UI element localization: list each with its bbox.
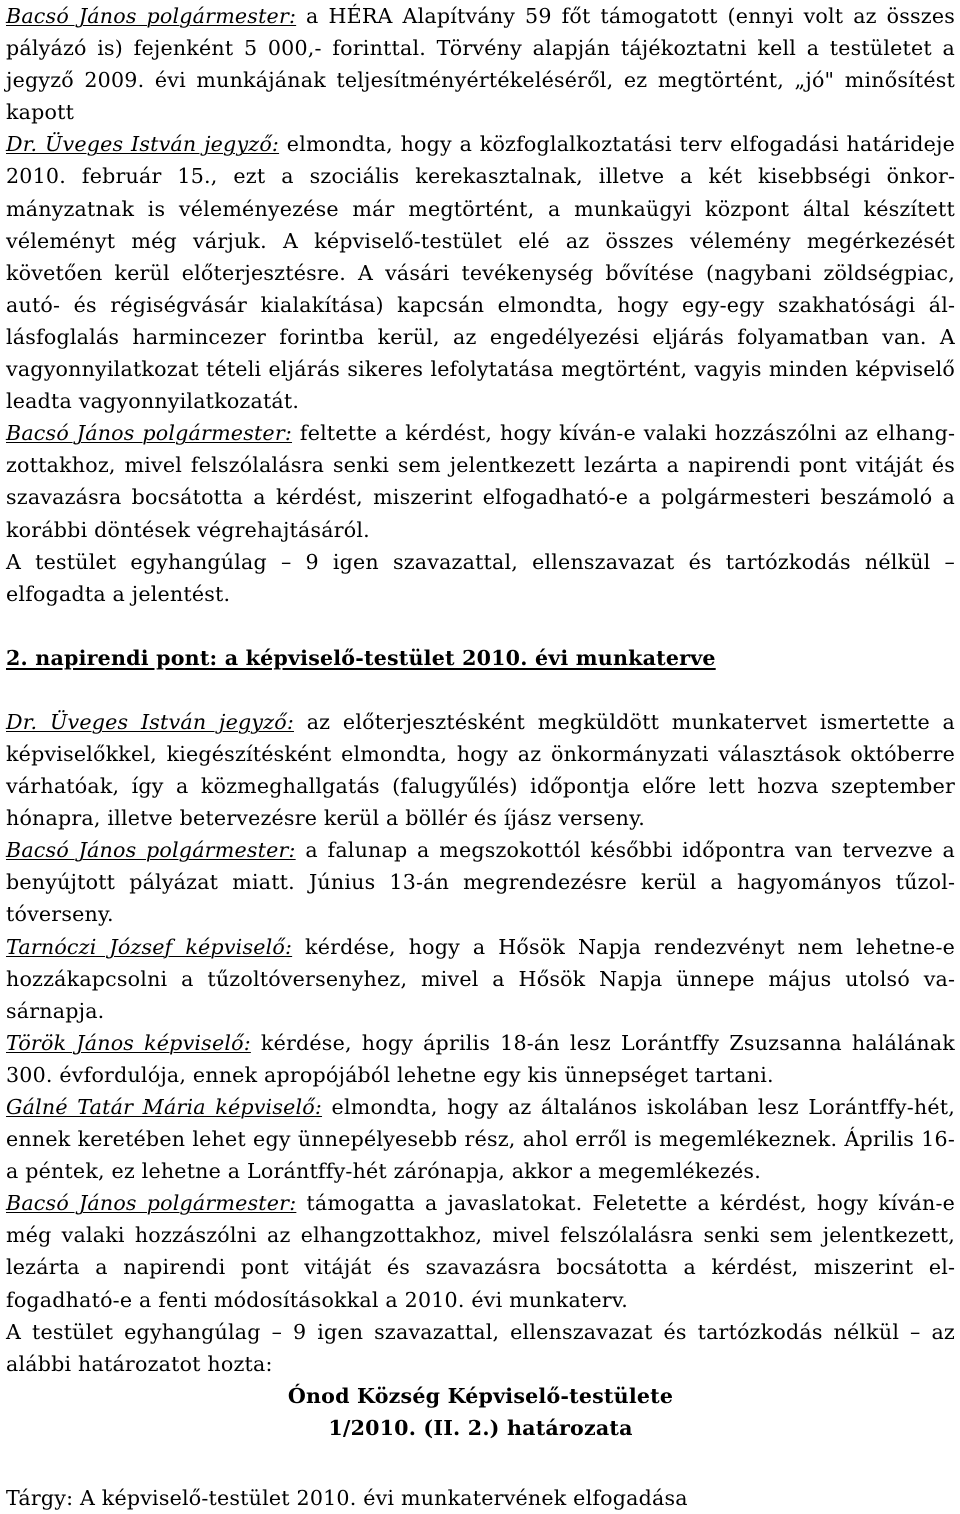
paragraph-text: a falunap a megszokottól későbbi időpontra van tervezve a benyújtott pályázat miatt. Június 13-án megrendezésre kerül a hagyományos tűzoltóverseny. [6, 838, 956, 927]
agenda-heading-row [6, 642, 955, 674]
paragraph-text: feltette a kérdést, hogy kíván-e valaki hozzászólni az elhangzottakhoz, mivel felszólalásra senki sem jelentkezett lezárta a napirendi pont vitáját és szavazásra bocsátotta a kérdést, miszerint elfogadható-e a polgármesteri beszámoló a korábbi döntések végrehajtásáról. [6, 421, 955, 542]
speaker-name: Bacsó János polgármester: [6, 421, 293, 446]
speaker-name: Tarnóczi József képviselő: [6, 934, 293, 959]
resolution-body: Ónod Község Képviselő-testülete [287, 1383, 674, 1408]
paragraph-8 [6, 1091, 955, 1187]
vote-result [6, 1316, 955, 1380]
paragraph-text: A testület egyhangúlag – 9 igen szavazattal, ellenszavazat és tartózkodás nélkül – elfogadta a jelentést. [6, 549, 955, 606]
paragraph-text: elmondta, hogy a közfoglalkoztatási terv elfogadási határideje 2010. február 15., ezt a szociális kerekasztalnak, illetve a két kisebbségi önkormányzatnak is véleményezése már megtörtént, a munkaügyi központ által készített véleményt még várjuk. A képviselő-testület elé az összes vélemény megérkezését követően kerül előterjesztésre. A vásári tevékenység bővítése (nagybani zöldségpiac, autó- és régiségvásár kialakítása) kapcsán elmondta, hogy egy-egy szakhatósági állásfoglalás harmincezer forintba kerül, az engedélyezési eljárás folyamatban van. A vagyonnyilatkozat tételi eljárás sikeres lefolytatása megtörtént, vagyis minden képviselő leadta vagyonnyilatkozatát. [6, 132, 956, 414]
paragraph-9 [6, 1187, 955, 1315]
resolution-subject: Tárgy: A képviselő-testület 2010. évi munkatervének elfogadása [6, 1486, 688, 1511]
paragraph-text: kérdése, hogy a Hősök Napja rendezvényt nem lehetne-e hozzákapcsolni a tűzoltóversenyhez, mivel a Hősök Napja ünnepe május utolsó vasárnapja. [6, 934, 955, 1023]
speaker-name: Gálné Tatár Mária képviselő: [6, 1095, 323, 1119]
paragraph-text: elmondta, hogy az általános iskolában lesz Lorántffy-hét, ennek keretében lehet egy ünnepélyesebb rész, ahol erről is megemlékeznek. Április 16-a péntek, ez lehetne a Lorántffy-hét zárónapja, akkor a megemlékezés. [6, 1095, 955, 1184]
paragraph-6 [6, 931, 955, 1027]
speaker-name: Bacsó János polgármester: [6, 1191, 297, 1216]
paragraph-text: támogatta a javaslatokat. Feletette a kérdést, hogy kíván-e még valaki hozzászólni az elhangzottakhoz, mivel felszólalásra senki sem jelentkezett, lezárta a napirendi pont vitáját és szavazásra bocsátotta a kérdést, miszerint elfogadható-e a fenti módosításokkal a 2010. évi munkaterv. [6, 1191, 955, 1312]
paragraph-text: kérdése, hogy április 18-án lesz Lorántffy Zsuzsanna halálának 300. évfordulója, ennek apropójából lehetne egy kis ünnepséget tartani. [6, 1030, 955, 1087]
paragraph-7 [6, 1027, 955, 1091]
speaker-name: Dr. Üveges István jegyző: [6, 709, 294, 734]
speaker-name: Török János képviselő: [6, 1030, 251, 1055]
speaker-name: Bacsó János polgármester: [6, 4, 297, 28]
paragraph-3 [6, 417, 955, 545]
paragraph-text: az előterjesztésként megküldött munkatervet ismertette a képviselőkkel, kiegészítésként elmondta, hogy az önkormányzati választások októberre várhatóak, így a közmeghallgatás (falugyűlés) időpontja előre lett hozva szeptember hónapra, illetve betervezésre kerül a böllér és íjász verseny. [6, 709, 956, 831]
paragraph-1 [6, 0, 955, 128]
agenda-heading: 2. napirendi pont: a képviselő-testület 2010. évi munkaterve [6, 645, 716, 670]
paragraph-text: a HÉRA Alapítvány 59 főt támogatott (ennyi volt az összes pályázó is) fejenként 5 000,- forinttal. Törvény alapján tájékoztatni kell a testületet a jegyző 2009. évi munkájának teljesítményértékeléséről, ez megtörtént, „jó" minősítést kapott [6, 4, 955, 125]
spacer [6, 674, 955, 706]
speaker-name: Bacsó János polgármester: [6, 838, 296, 863]
speaker-name: Dr. Üveges István jegyző: [6, 132, 280, 157]
resolution-number: 1/2010. (II. 2.) határozata [328, 1415, 633, 1440]
paragraph-4 [6, 706, 955, 834]
paragraph-2 [6, 128, 955, 417]
paragraph-text: A testület egyhangúlag – 9 igen szavazattal, ellenszavazat és tartózkodás nélkül – az alábbi határozatot hozta: [6, 1319, 955, 1376]
spacer [6, 610, 955, 642]
vote-result [6, 546, 955, 610]
paragraph-5 [6, 834, 955, 930]
